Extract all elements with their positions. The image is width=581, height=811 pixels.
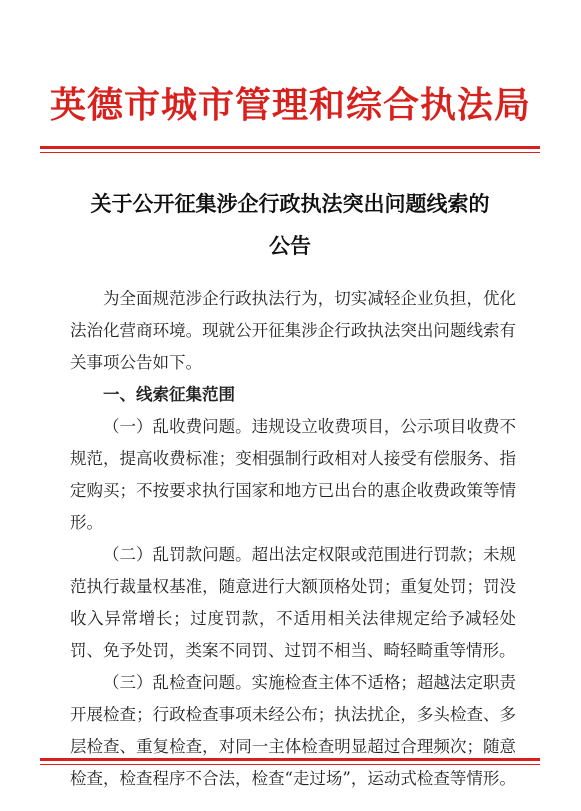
document-title xyxy=(40,183,540,267)
section-heading: 一、线索征集范围 xyxy=(103,385,235,404)
document-body xyxy=(70,283,516,795)
item-paragraph-inspections: （三）乱检查问题。实施检查主体不适格；超越法定职责开展检查；行政检查事项未经公布；执法扰企，多头检查、多层检查、重复检查，对同一主体检查明显超过合理频次；随意检查，检查程序不合法，检查“走过场”，运动式检查等情形。 xyxy=(70,673,516,788)
intro-paragraph: 为全面规范涉企行政执法行为，切实减轻企业负担，优化法治化营商环境。现就公开征集涉企行政执法突出问题线索有关事项公告如下。 xyxy=(70,289,516,372)
header-divider-thick-line xyxy=(40,146,540,149)
header-divider xyxy=(40,146,540,153)
footer-divider-thick-line xyxy=(40,758,540,761)
document-title-line-2: 公告 xyxy=(269,233,311,258)
footer-divider xyxy=(40,758,540,765)
item-paragraph-fees: （一）乱收费问题。违规设立收费项目，公示项目收费不规范，提高收费标准；变相强制行政相对人接受有偿服务、指定购买；不按要求执行国家和地方已出台的惠企收费政策等情形。 xyxy=(70,417,516,532)
item-paragraph-fines: （二）乱罚款问题。超出法定权限或范围进行罚款；未规范执行裁量权基准，随意进行大额顶格处罚；重复处罚；罚没收入异常增长；过度罚款，不适用相关法律规定给予减轻处罚、免予处罚，类案不同罚、过罚不相当、畸轻畸重等情形。 xyxy=(70,545,516,660)
org-header-title: 英德市城市管理和综合执法局 xyxy=(49,84,531,126)
header-divider-thin-line xyxy=(40,152,540,153)
document-title-line-1: 关于公开征集涉企行政执法突出问题线索的 xyxy=(90,191,490,216)
footer-divider-thin-line xyxy=(40,764,540,765)
